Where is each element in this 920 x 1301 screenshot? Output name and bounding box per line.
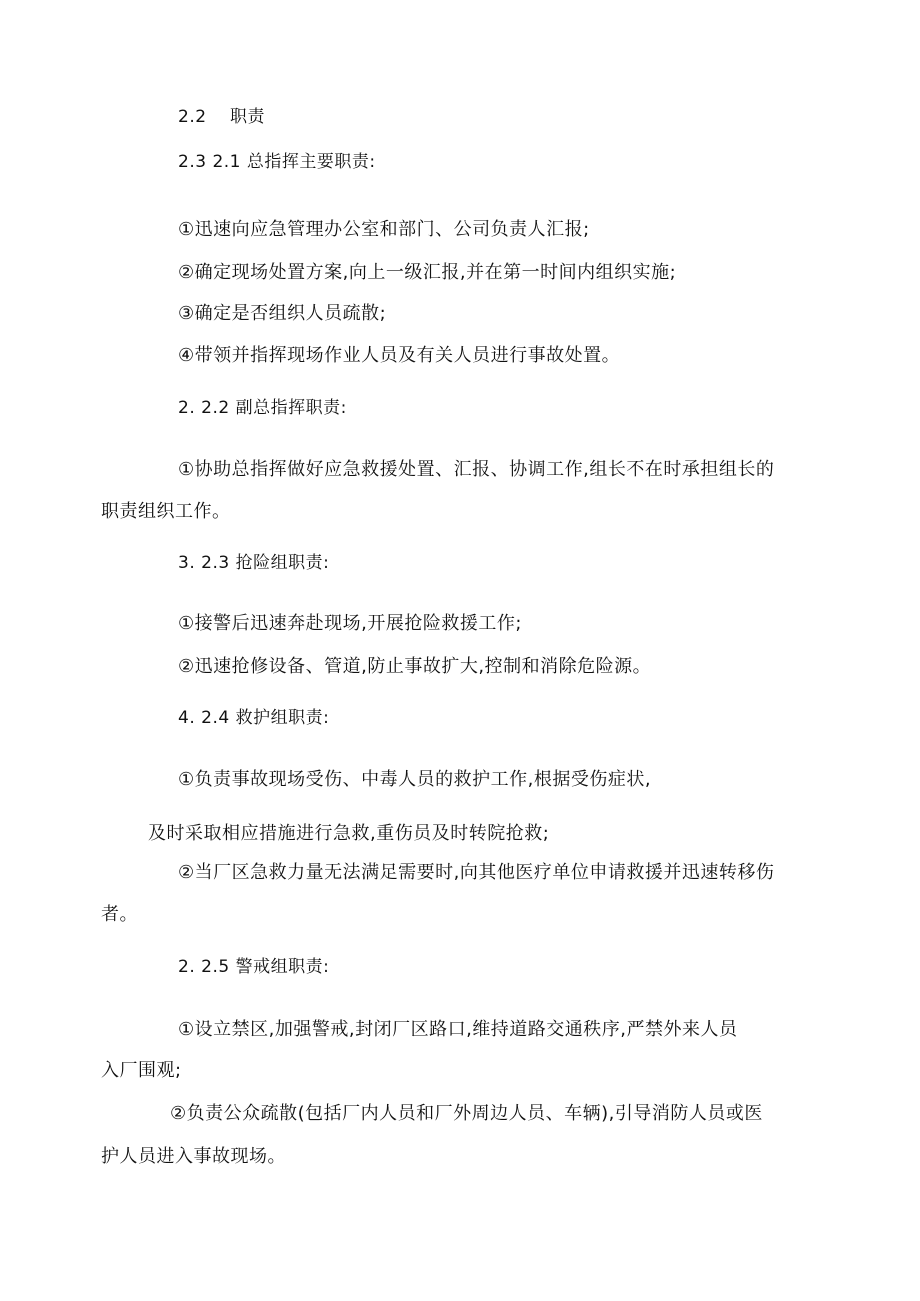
medical-duty-2-line-1: ②当厂区急救力量无法满足需要时,向其他医疗单位申请救援并迅速转移伤 xyxy=(178,862,775,883)
section-heading-2-1-commander: 2.3 2.1 总指挥主要职责: xyxy=(178,152,376,172)
medical-duty-2-line-2: 者。 xyxy=(101,904,138,925)
medical-duty-1-line-2: 及时采取相应措施进行急救,重伤员及时转院抢救; xyxy=(148,823,550,844)
commander-duty-3: ③确定是否组织人员疏散; xyxy=(178,303,387,324)
rescue-duty-2: ②迅速抢修设备、管道,防止事故扩大,控制和消除危险源。 xyxy=(178,656,652,677)
rescue-duty-1: ①接警后迅速奔赴现场,开展抢险救援工作; xyxy=(178,613,522,634)
medical-duty-1-line-1: ①负责事故现场受伤、中毒人员的救护工作,根据受伤症状, xyxy=(178,769,652,790)
section-heading-2-5-security: 2. 2.5 警戒组职责: xyxy=(178,957,330,977)
section-heading-2-2: 2.2 职责 xyxy=(178,107,265,127)
section-heading-2-4-medical: 4. 2.4 救护组职责: xyxy=(178,708,330,728)
security-duty-1-line-1: ①设立禁区,加强警戒,封闭厂区路口,维持道路交通秩序,严禁外来人员 xyxy=(178,1019,738,1040)
deputy-duty-1-line-2: 职责组织工作。 xyxy=(101,501,231,522)
section-heading-2-3-rescue: 3. 2.3 抢险组职责: xyxy=(178,553,330,573)
section-heading-2-2-deputy: 2. 2.2 副总指挥职责: xyxy=(178,398,347,418)
commander-duty-2: ②确定现场处置方案,向上一级汇报,并在第一时间内组织实施; xyxy=(178,262,677,283)
commander-duty-4: ④带领并指挥现场作业人员及有关人员进行事故处置。 xyxy=(178,345,621,366)
deputy-duty-1-line-1: ①协助总指挥做好应急救援处置、汇报、协调工作,组长不在时承担组长的 xyxy=(178,459,775,480)
commander-duty-1: ①迅速向应急管理办公室和部门、公司负责人汇报; xyxy=(178,219,590,240)
security-duty-2-line-1: ②负责公众疏散(包括厂内人员和厂外周边人员、车辆),引导消防人员或医 xyxy=(170,1103,763,1124)
security-duty-1-line-2: 入厂围观; xyxy=(101,1060,182,1081)
security-duty-2-line-2: 护人员进入事故现场。 xyxy=(101,1146,286,1167)
